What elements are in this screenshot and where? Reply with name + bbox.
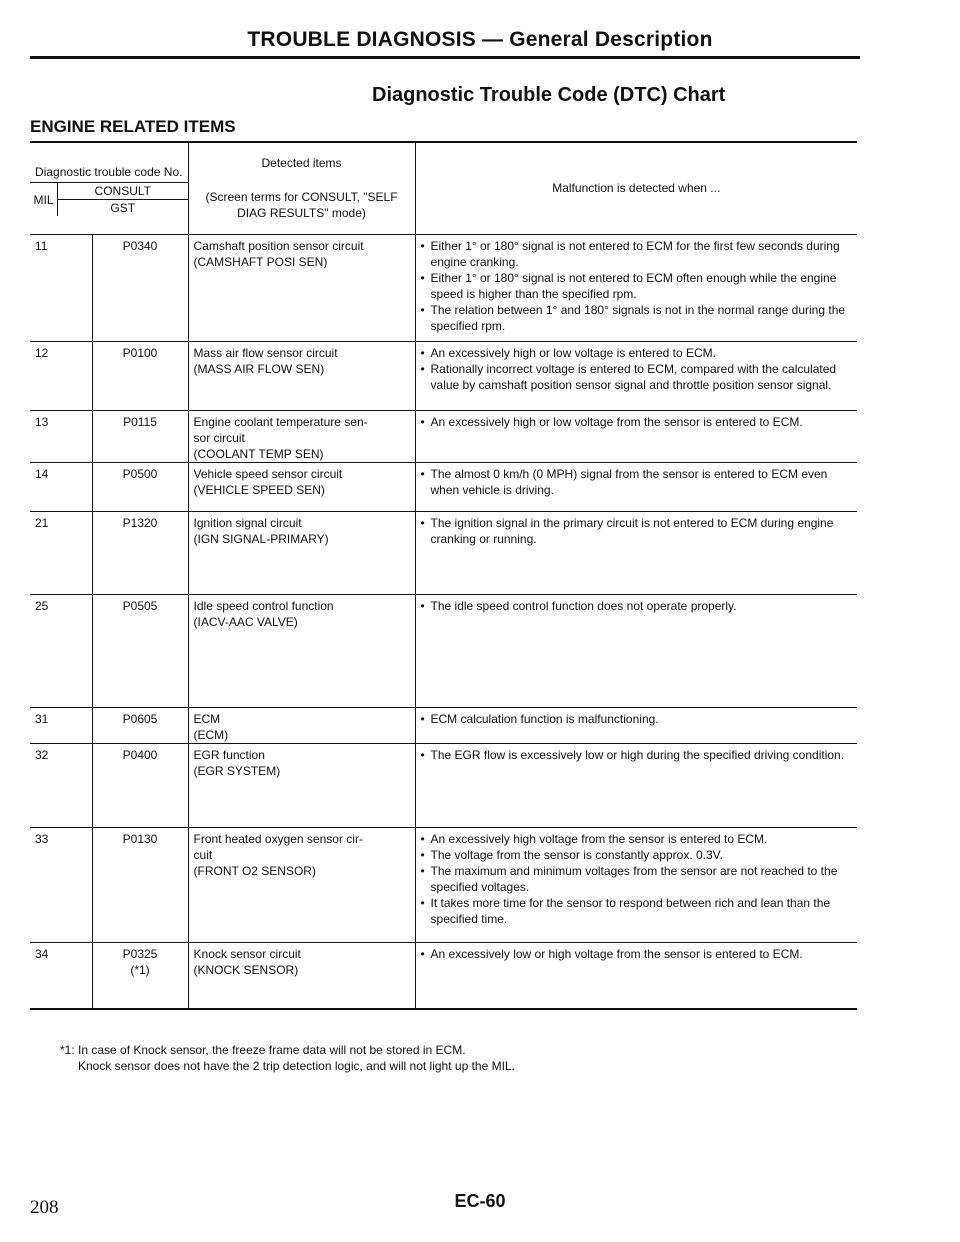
cell-detected [188, 707, 415, 743]
cell-code [92, 410, 188, 462]
page-number: 208 [30, 1197, 59, 1218]
malfunction-bullet: • An excessively high or low voltage from the sensor is entered to ECM. [421, 414, 853, 430]
cell-code [92, 743, 188, 827]
cell-malfunction [415, 743, 857, 827]
dtc-table [30, 141, 857, 1010]
detected-line: (COOLANT TEMP SEN) [193, 446, 324, 461]
code-value: P0325 [122, 946, 158, 961]
code-note: (*1) [130, 962, 150, 977]
code-value: P0130 [122, 831, 158, 846]
cell-malfunction [415, 341, 857, 410]
code-value: P0400 [122, 747, 158, 762]
dtc-table-body [30, 142, 857, 1009]
table-row [30, 462, 857, 511]
header-diag-sub [30, 183, 188, 216]
detected-line: Ignition signal circuit [193, 515, 302, 530]
cell-code [92, 594, 188, 707]
table-header-row [30, 142, 857, 234]
code-value: P0500 [122, 466, 158, 481]
cell-code [92, 827, 188, 942]
header-gst: GST [110, 201, 136, 216]
detected-line: (KNOCK SENSOR) [193, 962, 299, 977]
table-row [30, 341, 857, 410]
cell-mil: 21 [30, 511, 92, 594]
malfunction-bullet: • The idle speed control function does not operate properly. [421, 598, 853, 614]
detected-line: (ECM) [193, 727, 229, 742]
cell-malfunction [415, 234, 857, 341]
cell-detected [188, 410, 415, 462]
page-header-title: TROUBLE DIAGNOSIS — General Description [247, 28, 713, 51]
malfunction-bullet: • The maximum and minimum voltages from the sensor are not reached to the specified voltages. [421, 863, 853, 895]
header-malfunction: Malfunction is detected when ... [415, 142, 857, 234]
cell-detected [188, 827, 415, 942]
detected-line: cuit [193, 847, 213, 862]
cell-code [92, 511, 188, 594]
cell-mil: 25 [30, 594, 92, 707]
code-value: P1320 [122, 515, 158, 530]
detected-line: EGR function [193, 747, 265, 762]
header-mil: MIL [30, 183, 58, 216]
cell-code [92, 341, 188, 410]
malfunction-bullet: • The EGR flow is excessively low or high during the specified driving condition. [421, 747, 853, 763]
detected-line: (CAMSHAFT POSI SEN) [193, 254, 328, 269]
header-diagnostic-code [30, 142, 188, 234]
code-value: P0100 [122, 345, 158, 360]
footnote [60, 1042, 515, 1074]
detected-line: (IGN SIGNAL-PRIMARY) [193, 531, 329, 546]
cell-mil: 31 [30, 707, 92, 743]
cell-mil: 34 [30, 942, 92, 1009]
header-rule [30, 56, 860, 59]
cell-detected [188, 511, 415, 594]
header-diag-label: Diagnostic trouble code No. [30, 160, 188, 183]
header-screen-terms: (Screen terms for CONSULT, "SELF DIAG RESULTS" mode) [205, 190, 398, 221]
cell-malfunction [415, 594, 857, 707]
table-row [30, 410, 857, 462]
malfunction-bullet: • An excessively high or low voltage is entered to ECM. [421, 345, 853, 361]
cell-detected [188, 462, 415, 511]
malfunction-bullet: • ECM calculation function is malfunctioning. [421, 711, 853, 727]
detected-line: (IACV-AAC VALVE) [193, 614, 298, 629]
malfunction-bullet: • The almost 0 km/h (0 MPH) signal from the sensor is entered to ECM even when vehicle is driving. [421, 466, 853, 498]
detected-line: Engine coolant temperature sen- [193, 414, 368, 429]
malfunction-bullet: • It takes more time for the sensor to respond between rich and lean than the specified time. [421, 895, 853, 927]
code-value: P0605 [122, 711, 158, 726]
chart-title: Diagnostic Trouble Code (DTC) Chart [372, 84, 726, 106]
header-consult: CONSULT [58, 183, 188, 200]
detected-line: Camshaft position sensor circuit [193, 238, 364, 253]
detected-line: Mass air flow sensor circuit [193, 345, 338, 360]
code-value: P0505 [122, 598, 158, 613]
cell-mil: 13 [30, 410, 92, 462]
cell-mil: 32 [30, 743, 92, 827]
code-value: P0115 [123, 414, 157, 429]
detected-line: Idle speed control function [193, 598, 334, 613]
cell-mil: 14 [30, 462, 92, 511]
malfunction-bullet: • The relation between 1° and 180° signals is not in the normal range during the specified rpm. [421, 302, 853, 334]
cell-code [92, 234, 188, 341]
table-row [30, 594, 857, 707]
cell-detected [188, 942, 415, 1009]
footnote-line-1: *1: In case of Knock sensor, the freeze frame data will not be stored in ECM. [60, 1043, 466, 1057]
detected-line: Front heated oxygen sensor cir- [193, 831, 363, 846]
detected-line: (FRONT O2 SENSOR) [193, 863, 316, 878]
cell-code [92, 707, 188, 743]
malfunction-bullet: • Either 1° or 180° signal is not entered to ECM for the first few seconds during engine cranking. [421, 238, 853, 270]
cell-mil: 11 [30, 234, 92, 341]
cell-malfunction [415, 410, 857, 462]
malfunction-bullet: • An excessively low or high voltage from the sensor is entered to ECM. [421, 946, 853, 962]
malfunction-bullet: • The voltage from the sensor is constantly approx. 0.3V. [421, 847, 853, 863]
cell-malfunction [415, 707, 857, 743]
cell-detected [188, 743, 415, 827]
table-row [30, 743, 857, 827]
header-detected [188, 142, 415, 234]
table-row [30, 827, 857, 942]
detected-line: sor circuit [193, 430, 245, 445]
cell-code [92, 942, 188, 1009]
malfunction-bullet: • Rationally incorrect voltage is entered to ECM, compared with the calculated value by camshaft position sensor signal and throttle position sensor signal. [421, 361, 853, 393]
detected-line: (MASS AIR FLOW SEN) [193, 361, 325, 376]
cell-mil: 12 [30, 341, 92, 410]
table-row [30, 511, 857, 594]
footnote-line-2: Knock sensor does not have the 2 trip detection logic, and will not light up the MIL. [78, 1059, 515, 1073]
cell-detected [188, 341, 415, 410]
cell-detected [188, 234, 415, 341]
header-detected-label: Detected items [261, 156, 342, 171]
cell-malfunction [415, 942, 857, 1009]
table-row [30, 234, 857, 341]
cell-malfunction [415, 827, 857, 942]
detected-line: (EGR SYSTEM) [193, 763, 281, 778]
header-consult-gst [58, 183, 188, 216]
page-code: EC-60 [454, 1191, 506, 1211]
cell-code [92, 462, 188, 511]
code-value: P0340 [122, 238, 158, 253]
cell-mil: 33 [30, 827, 92, 942]
malfunction-bullet: • An excessively high voltage from the sensor is entered to ECM. [421, 831, 853, 847]
section-title: ENGINE RELATED ITEMS [30, 117, 236, 136]
detected-line: Knock sensor circuit [193, 946, 301, 961]
detected-line: ECM [193, 711, 221, 726]
cell-malfunction [415, 511, 857, 594]
detected-line: Vehicle speed sensor circuit [193, 466, 343, 481]
cell-detected [188, 594, 415, 707]
malfunction-bullet: • The ignition signal in the primary circuit is not entered to ECM during engine cranking or running. [421, 515, 853, 547]
table-row [30, 942, 857, 1009]
detected-line: (VEHICLE SPEED SEN) [193, 482, 325, 497]
table-row [30, 707, 857, 743]
malfunction-bullet: • Either 1° or 180° signal is not entered to ECM often enough while the engine speed is higher than the specified rpm. [421, 270, 853, 302]
cell-malfunction [415, 462, 857, 511]
